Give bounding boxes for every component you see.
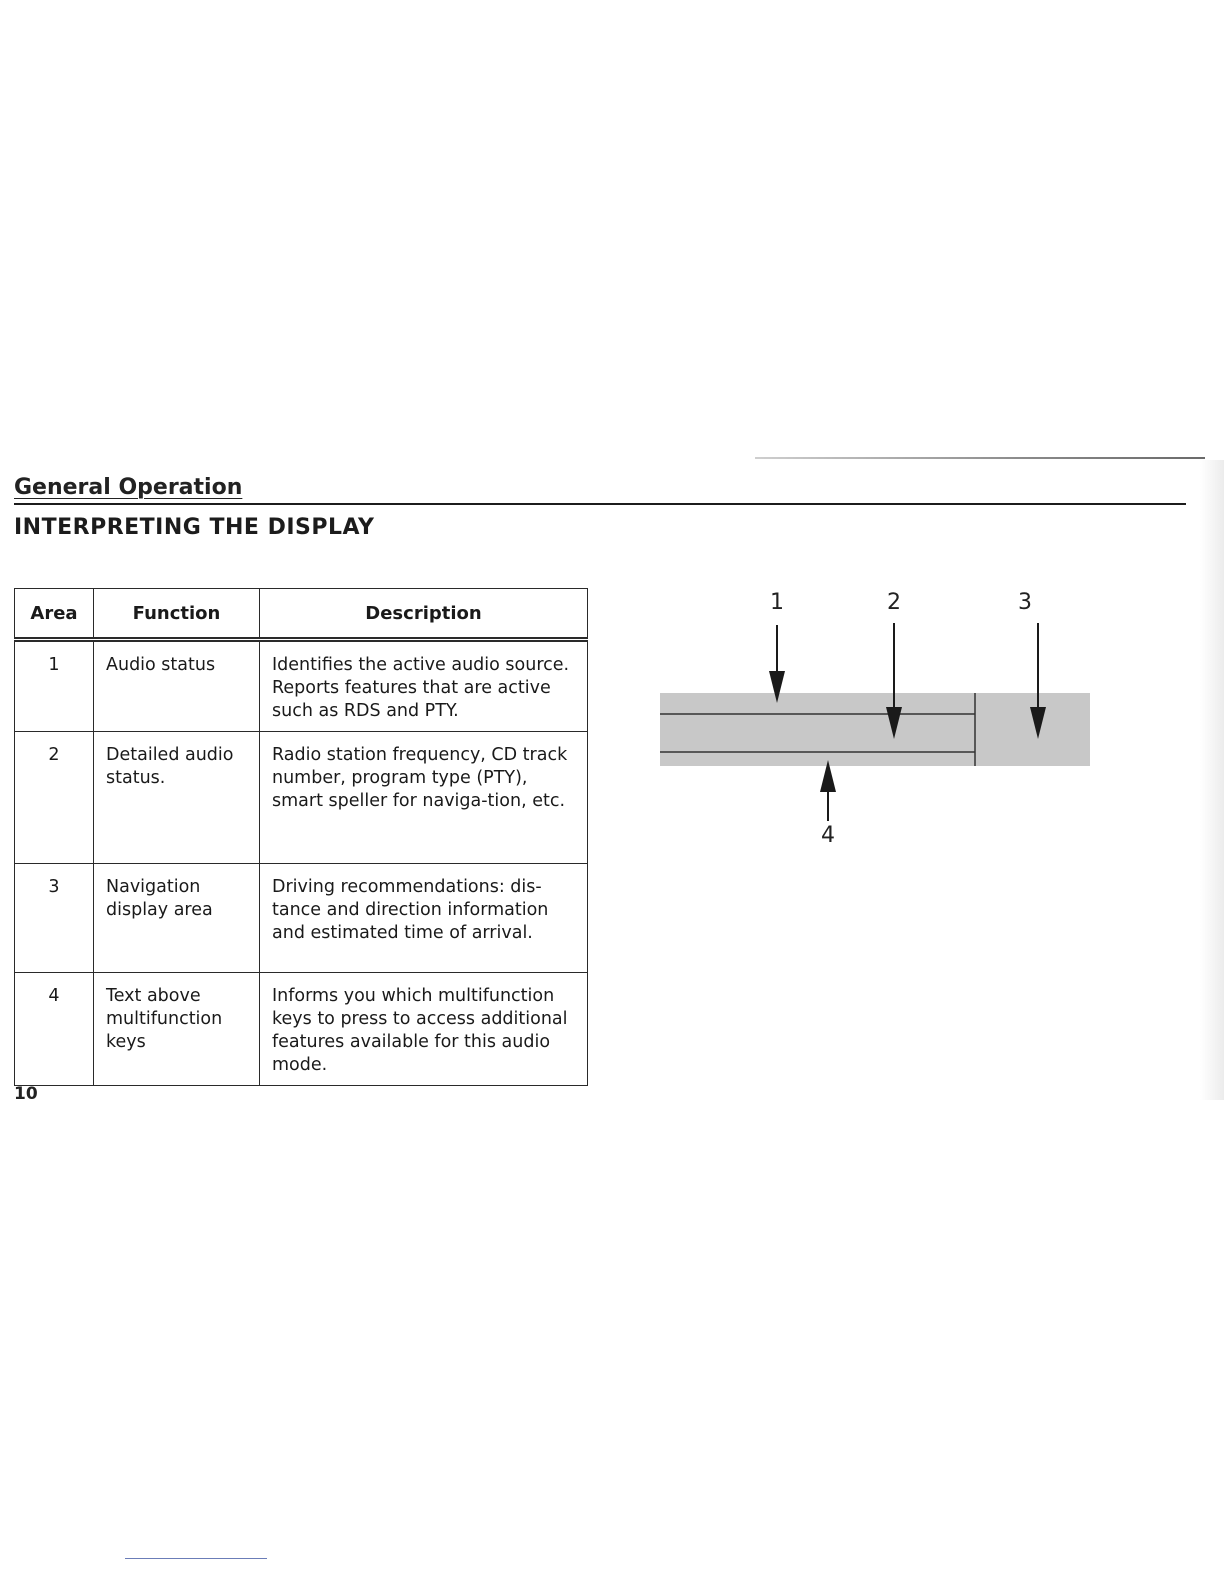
display-diagram-graphic	[650, 585, 1110, 855]
description-cell: Radio station frequency, CD track number, program type (PTY), smart speller for naviga-tion, etc.	[260, 732, 588, 864]
table-row	[15, 640, 588, 732]
display-panel	[660, 693, 1090, 766]
description-cell: Identifies the active audio source. Reports features that are active such as RDS and PTY.	[260, 640, 588, 732]
callout-3: 3	[1018, 590, 1032, 615]
page-number: 10	[14, 1084, 38, 1104]
table-header-row	[15, 589, 588, 640]
area-cell: 3	[15, 864, 94, 973]
function-cell: Navigation display area	[94, 864, 260, 973]
area-cell: 2	[15, 732, 94, 864]
function-cell: Audio status	[94, 640, 260, 732]
column-header-area: Area	[15, 589, 94, 640]
callout-2: 2	[887, 590, 901, 615]
function-cell: Detailed audio status.	[94, 732, 260, 864]
top-decorative-rule	[755, 457, 1205, 459]
column-header-description: Description	[260, 589, 588, 640]
area-cell: 1	[15, 640, 94, 732]
description-cell: Driving recommendations: dis-tance and direction information and estimated time of arrival.	[260, 864, 588, 973]
section-divider	[14, 503, 1186, 505]
table-row	[15, 732, 588, 864]
table-row	[15, 973, 588, 1086]
display-areas-table	[14, 588, 588, 1086]
table-row	[15, 864, 588, 973]
page-edge-shadow	[1200, 460, 1224, 1100]
page-title: INTERPRETING THE DISPLAY	[14, 515, 375, 540]
function-cell: Text above multifunction keys	[94, 973, 260, 1086]
column-header-function: Function	[94, 589, 260, 640]
section-title: General Operation	[14, 475, 243, 500]
area-cell: 4	[15, 973, 94, 1086]
description-cell: Informs you which multifunction keys to press to access additional features available for this audio mode.	[260, 973, 588, 1086]
bottom-decorative-line	[125, 1558, 267, 1559]
display-diagram	[650, 585, 1110, 855]
callout-1: 1	[770, 590, 784, 615]
callout-4: 4	[821, 823, 835, 848]
